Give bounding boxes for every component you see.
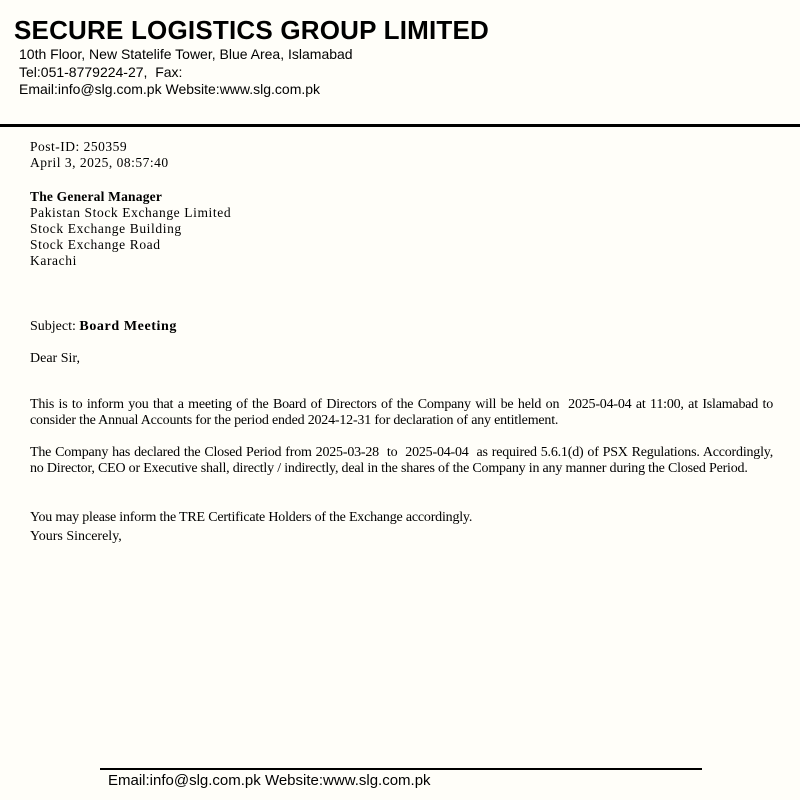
company-name: SECURE LOGISTICS GROUP LIMITED	[14, 15, 490, 45]
recipient-address	[30, 189, 231, 269]
letterhead	[14, 14, 489, 99]
subject-value: Board Meeting	[79, 319, 178, 334]
header-contact-line: Email:info@slg.com.pk Website:www.slg.com.pk	[19, 81, 321, 97]
footer-contact-line: Email:info@slg.com.pk Website:www.slg.com.pk	[108, 772, 431, 789]
subject-line	[30, 319, 177, 335]
body-paragraph-1: This is to inform you that a meeting of the Board of Directors of the Company will be held on 2025-04-04 at 11:00, at Islamabad to consider the Annual Accounts for the period ended 2024-12-31 for declaration of any entitlement.	[30, 397, 773, 429]
footer-divider-rule	[100, 768, 702, 770]
recipient-line: Pakistan Stock Exchange Limited	[30, 205, 232, 220]
recipient-name: The General Manager	[30, 189, 163, 204]
post-meta	[30, 139, 169, 171]
recipient-line: Stock Exchange Building	[30, 221, 182, 236]
recipient-line: Karachi	[30, 253, 77, 268]
header-address-line: 10th Floor, New Statelife Tower, Blue Area, Islamabad	[19, 46, 353, 62]
post-id-line: Post-ID: 250359	[30, 139, 128, 154]
salutation: Dear Sir,	[30, 351, 80, 366]
datetime-line: April 3, 2025, 08:57:40	[30, 155, 169, 170]
closing: Yours Sincerely,	[30, 529, 122, 544]
body-paragraph-3: You may please inform the TRE Certificate Holders of the Exchange accordingly.	[30, 510, 473, 525]
subject-label: Subject:	[30, 319, 80, 334]
header-divider-rule	[0, 124, 800, 127]
body-paragraph-2: The Company has declared the Closed Period from 2025-03-28 to 2025-04-04 as required 5.6.1(d) of PSX Regulations. Accordingly, no Director, CEO or Executive shall, directly / indirectly, deal in the shares of the Company in any manner during the Closed Period.	[30, 445, 773, 477]
header-telfax-line: Tel:051-8779224-27, Fax:	[19, 63, 183, 80]
recipient-line: Stock Exchange Road	[30, 237, 161, 252]
